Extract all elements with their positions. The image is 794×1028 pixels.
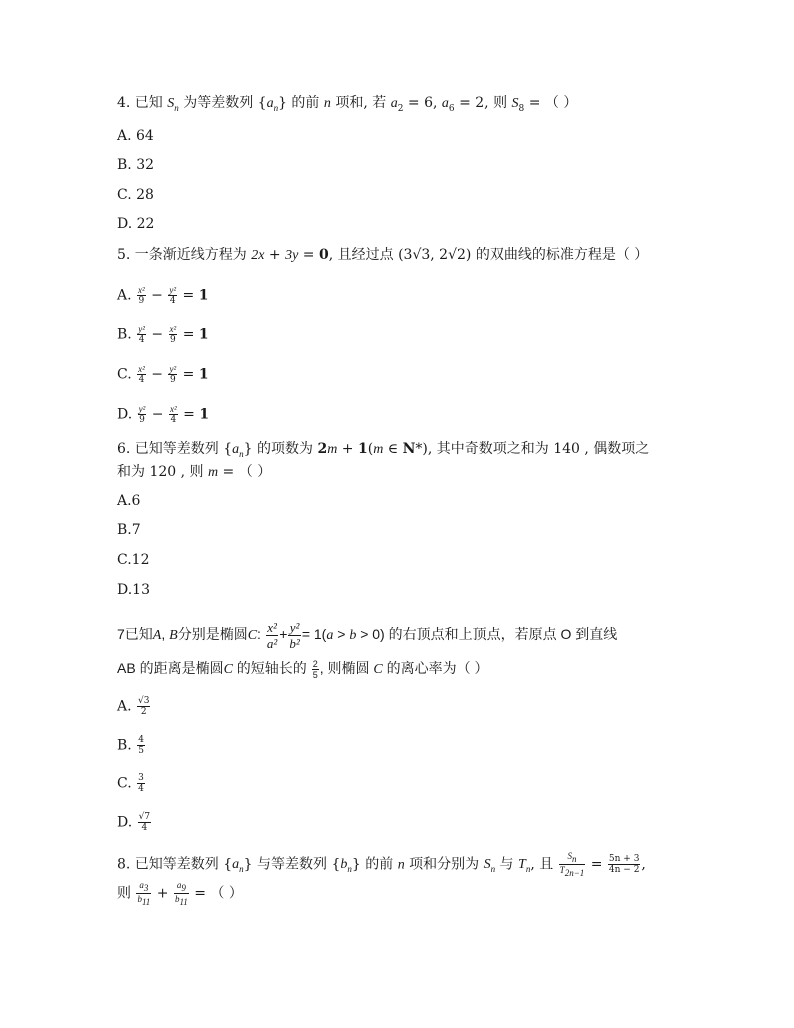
q6-option-d-text: D.13 <box>117 582 150 598</box>
question-8-stem-line2: 则 $\frac{a_3}{b_{11}}$ + $\frac{a_9}{b_{11}}$ = （ ） <box>117 880 243 907</box>
q4-option-a: A. 64 <box>117 128 154 144</box>
q5-option-d: D. $\frac{\text{y²}}{9}$ − $\frac{\text{x²}}{4}$ = 1 <box>117 404 210 425</box>
q6-option-c: C.12 <box>117 552 150 568</box>
q6-option-a: A.6 <box>117 493 141 509</box>
q6-option-d <box>117 580 150 600</box>
q7-option-a: A. $\frac{√3}{2}$ <box>117 696 150 717</box>
q4-option-b: B. 32 <box>117 157 155 173</box>
q7-option-d: D. $\frac{√7}{4}$ <box>117 812 151 833</box>
q5-option-c: C. $\frac{\text{x²}}{4}$ − $\frac{\text{y²}}{9}$ = 1 <box>117 364 209 385</box>
q5-option-b: B. $\frac{\text{y²}}{4}$ − $\frac{\text{x²}}{9}$ = 1 <box>117 324 209 345</box>
question-6-stem-line2: 和为 120 , 则 m = （ ） <box>117 464 272 480</box>
question-6-stem-line1: 6. 已知等差数列 $\{a_n\}$ 的项数为 2m + 1(m ∈ N*), 其中奇数项之和为 140 , 偶数项之 <box>117 441 650 459</box>
q4-option-c: C. 28 <box>117 187 154 203</box>
question-5-stem: 5. 一条渐近线方程为 2x + 3y = 0, 且经过点 (3√3, 2√2) 的双曲线的标准方程是（ ） <box>117 247 649 263</box>
q7-option-b: B. $\frac{4}{5}$ <box>117 735 144 756</box>
question-7-stem-line1: 7已知A, B分别是椭圆C: $\frac{\text{x²}}{\text{a²}}$ + $\frac{\text{y²}}{\text{b²}}$ = 1(a > b > 0) 的右顶点和上顶点，若原点 O 到直线 <box>117 620 618 651</box>
question-4-stem: 4. 已知 $S_n$ 为等差数列 $\{a_n\}$ 的前 n 项和, 若 $a_2 = 6$, $a_6 = 2$, 则 $S_8$ = （ ） <box>117 95 578 114</box>
question-7-stem-line2: AB 的距离是椭圆C 的短轴长的 $\frac{2}{5}$ , 则椭圆 C 的离心率为（ ） <box>117 658 489 680</box>
q7-option-c: C. $\frac{3}{4}$ <box>117 773 144 794</box>
q6-option-b: B.7 <box>117 522 141 538</box>
question-8-stem-line1: 8. 已知等差数列 $\{a_n\}$ 与等差数列 $\{b_n\}$ 的前 n 项和分别为 $S_n$ 与 $T_n$, 且 $\frac{S_n}{T_{2n-1}}$ = $\frac{5n + 3}{4n - 2}$ , <box>117 851 646 878</box>
q5-option-a: A. $\frac{\text{x²}}{9}$ − $\frac{\text{y²}}{4}$ = 1 <box>117 285 209 306</box>
q4-option-d: D. 22 <box>117 216 155 232</box>
